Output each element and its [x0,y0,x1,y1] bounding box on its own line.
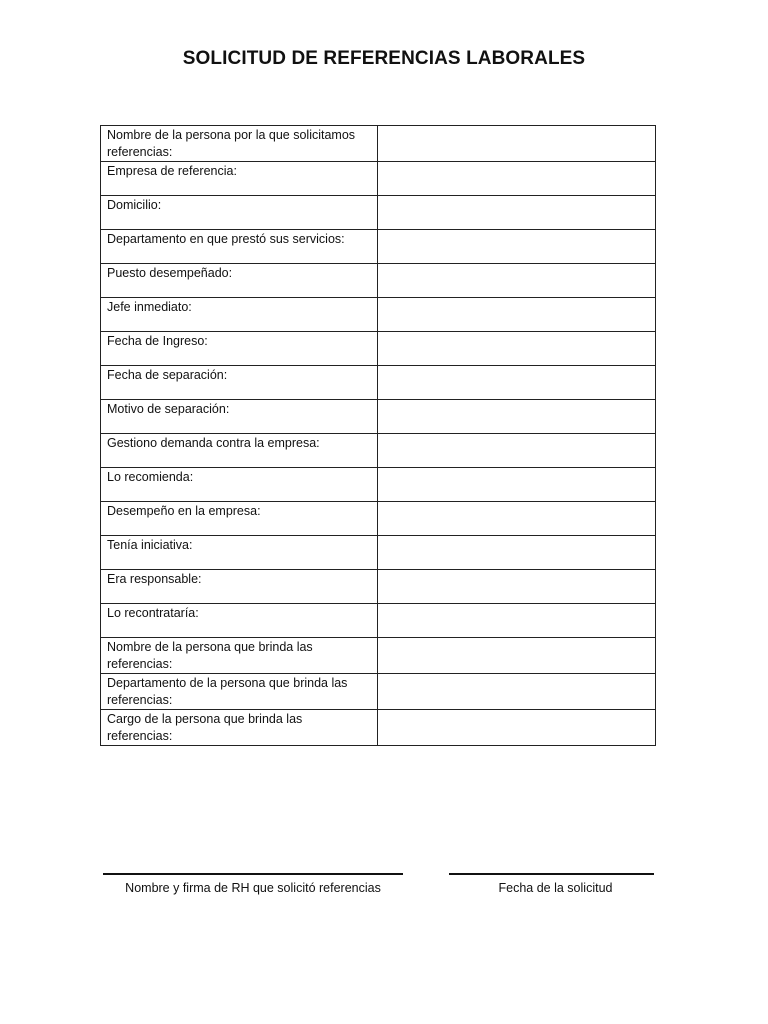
form-row [101,264,656,298]
field-value-cell[interactable] [378,604,656,638]
field-label: Gestiono demanda contra la empresa: [101,434,378,468]
form-row [101,162,656,196]
field-value-cell[interactable] [378,230,656,264]
form-row [101,502,656,536]
field-label: Nombre de la persona que brinda las referencias: [101,638,378,674]
field-label: Puesto desempeñado: [101,264,378,298]
request-date-line [449,873,654,875]
form-row [101,332,656,366]
form-row [101,434,656,468]
field-value-cell[interactable] [378,710,656,746]
field-value-cell[interactable] [378,502,656,536]
field-value-cell[interactable] [378,162,656,196]
field-label: Domicilio: [101,196,378,230]
field-label: Lo recontrataría: [101,604,378,638]
form-row [101,674,656,710]
form-row [101,468,656,502]
form-row [101,710,656,746]
form-row [101,196,656,230]
field-value-cell[interactable] [378,366,656,400]
hr-signature-line [103,873,403,875]
form-row [101,298,656,332]
form-row [101,570,656,604]
field-label: Desempeño en la empresa: [101,502,378,536]
field-value-cell[interactable] [378,332,656,366]
field-value-cell[interactable] [378,126,656,162]
form-row [101,230,656,264]
field-value-cell[interactable] [378,638,656,674]
field-label: Empresa de referencia: [101,162,378,196]
field-value-cell[interactable] [378,264,656,298]
field-label: Departamento en que prestó sus servicios: [101,230,378,264]
form-row [101,604,656,638]
reference-form-table [100,125,656,746]
field-label: Fecha de Ingreso: [101,332,378,366]
field-label: Departamento de la persona que brinda las referencias: [101,674,378,710]
field-value-cell[interactable] [378,434,656,468]
field-label: Lo recomienda: [101,468,378,502]
field-label: Fecha de separación: [101,366,378,400]
field-label: Cargo de la persona que brinda las referencias: [101,710,378,746]
form-row [101,400,656,434]
page-title: SOLICITUD DE REFERENCIAS LABORALES [182,48,586,69]
form-row [101,536,656,570]
field-label: Motivo de separación: [101,400,378,434]
field-label: Jefe inmediato: [101,298,378,332]
field-value-cell[interactable] [378,536,656,570]
field-label: Nombre de la persona por la que solicitamos referencias: [101,126,378,162]
form-row [101,638,656,674]
field-value-cell[interactable] [378,298,656,332]
field-value-cell[interactable] [378,400,656,434]
field-label: Tenía iniciativa: [101,536,378,570]
field-label: Era responsable: [101,570,378,604]
field-value-cell[interactable] [378,674,656,710]
form-row [101,126,656,162]
hr-signature-label: Nombre y firma de RH que solicitó referencias [125,881,381,895]
field-value-cell[interactable] [378,468,656,502]
field-value-cell[interactable] [378,570,656,604]
field-value-cell[interactable] [378,196,656,230]
form-row [101,366,656,400]
request-date-label: Fecha de la solicitud [498,881,613,895]
